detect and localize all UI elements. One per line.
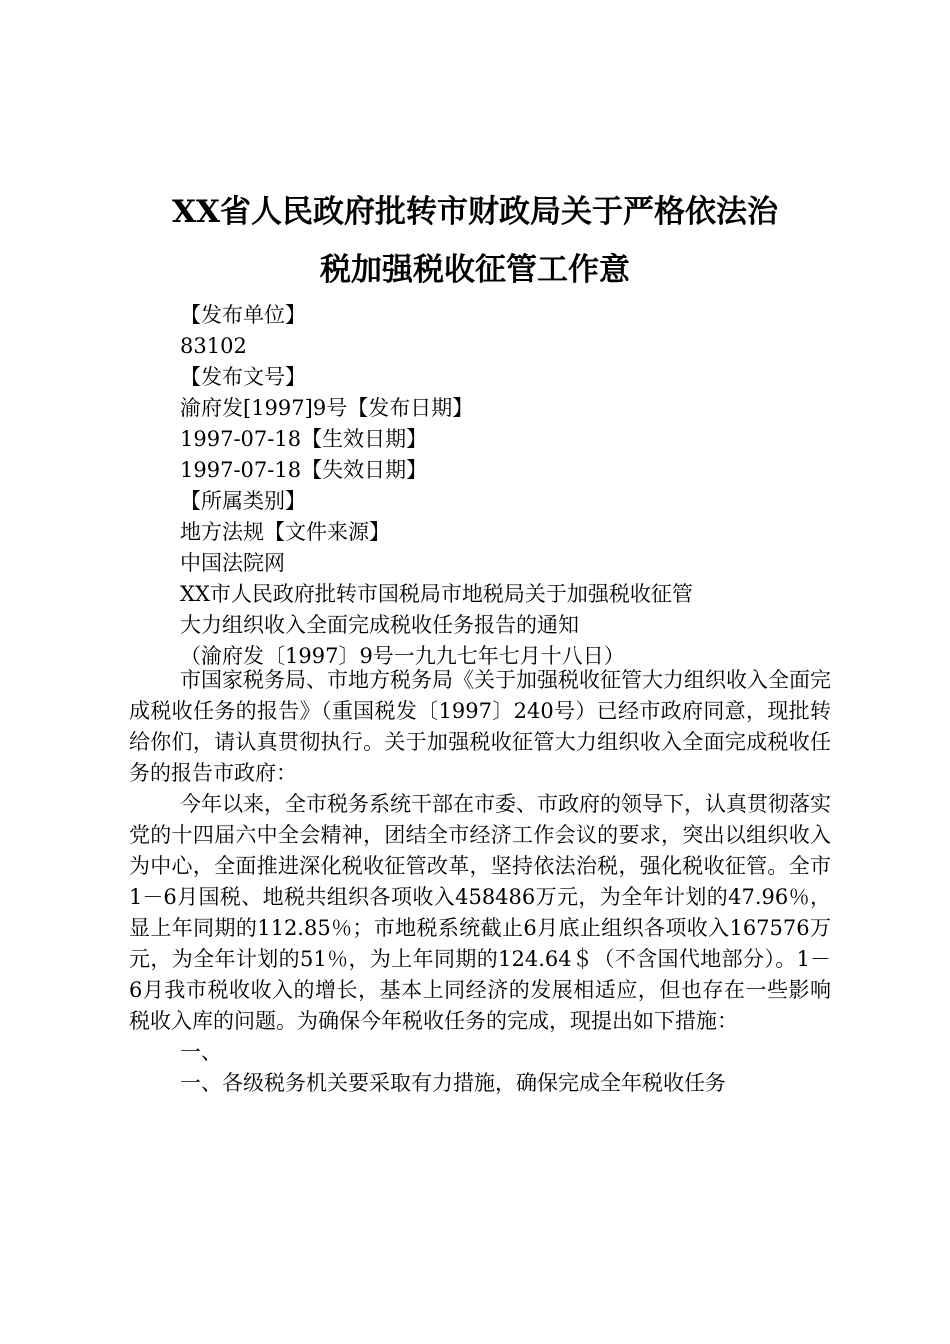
body-paragraph: 今年以来，全市税务系统干部在市委、市政府的领导下，认真贯彻落实党的十四届六中全会精神，团结全市经济工作会议的要求，突出以组织收入为中心，全面推进深化税收征管改革，坚持依法治税，强化税收征管。全市1－6月国税、地税共组织各项收入458486万元，为全年计划的47.96％，显上年同期的112.85％；市地税系统截止6月底止组织各项收入167576万元，为全年计划的51％，为上年同期的124.64＄（不含国代地部分）。1－6月我市税收收入的增长，基本上同经济的发展相适应，但也存在一些影响税收入库的问题。为确保今年税收任务的完成，现提出如下措施： xyxy=(129,792,831,1033)
meta-line: 【发布单位】 xyxy=(180,303,306,327)
document-body xyxy=(129,665,831,1099)
body-paragraph: 一、 xyxy=(180,1040,222,1064)
meta-line: （渝府发〔1997〕9号一九九七年七月十八日） xyxy=(180,644,625,668)
meta-line: 【发布文号】 xyxy=(180,365,306,389)
document-title-line-2: 税加强税收征管工作意 xyxy=(320,252,630,288)
meta-line: 83102 xyxy=(180,334,247,358)
document-title-line-1: XX省人民政府批转市财政局关于严格依法治 xyxy=(171,194,779,230)
body-paragraph: 市国家税务局、市地方税务局《关于加强税收征管大力组织收入全面完成税收任务的报告》（重国税发〔1997〕240号）已经市政府同意，现批转给你们，请认真贯彻执行。关于加强税收征管大力组织收入全面完成税收任务的报告市政府： xyxy=(129,668,831,785)
meta-line: 地方法规【文件来源】 xyxy=(180,520,390,544)
meta-line: 【所属类别】 xyxy=(180,489,306,513)
document-meta-block xyxy=(180,300,840,672)
body-paragraph: 一、各级税务机关要采取有力措施，确保完成全年税收任务 xyxy=(180,1071,726,1095)
meta-line: 中国法院网 xyxy=(180,551,285,575)
meta-line: XX市人民政府批转市国税局市地税局关于加强税收征管 xyxy=(180,582,693,606)
meta-line: 大力组织收入全面完成税收任务报告的通知 xyxy=(180,613,579,637)
meta-line: 1997-07-18【生效日期】 xyxy=(180,427,428,451)
meta-line: 1997-07-18【失效日期】 xyxy=(180,458,428,482)
meta-line: 渝府发[1997]9号【发布日期】 xyxy=(180,396,474,420)
